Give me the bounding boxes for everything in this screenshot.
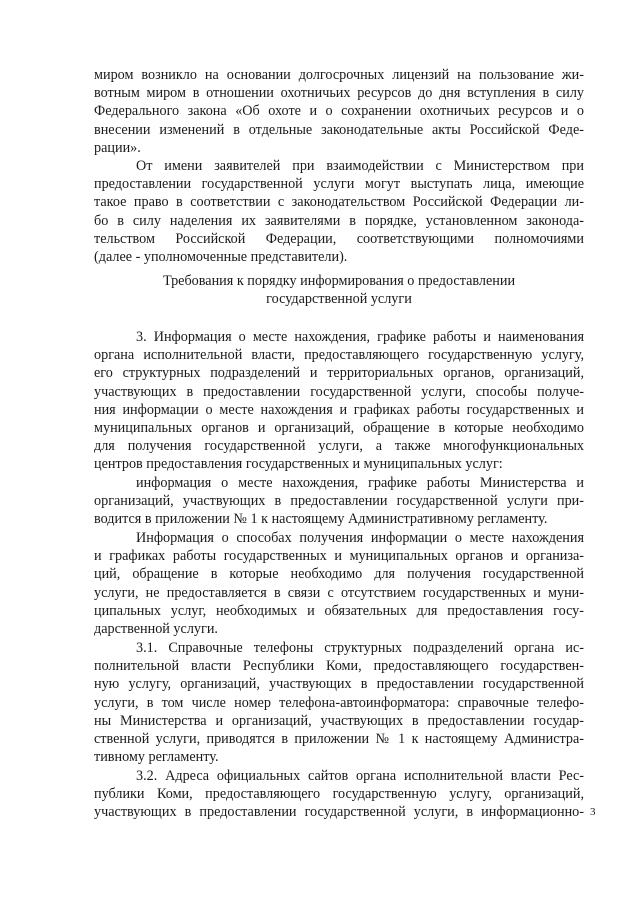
text-line: бо в силу наделения их заявителями в порядке, установленном законода- [94, 212, 584, 229]
text-line: миром возникло на основании долгосрочных лицензий на пользование жи- [94, 67, 584, 83]
text-line: ния информации о месте нахождения и графиках работы государственных и [94, 401, 584, 418]
paragraph-7 [94, 767, 584, 822]
text-line: услуги, в том числе номер телефона-автоинформатора: справочные телефо- [94, 694, 584, 711]
text-line: внесении изменений в отдельные законодательные акты Российской Феде- [94, 121, 584, 138]
text-line: тельством Российской Федерации, соответствующими полномочиями [94, 230, 584, 247]
paragraph-4 [94, 474, 584, 529]
text-line: ций, обращение в которые необходимо для получения государственной [94, 566, 584, 583]
text-line: организаций, участвующих в предоставлении государственной услуги при- [94, 493, 584, 510]
text-line: и графиках работы государственных и муниципальных органов и организа- [94, 548, 584, 565]
text-line: услуги, не предоставляется в связи с отсутствием государственных и муни- [94, 584, 584, 601]
text-line: Федерального закона «Об охоте и о сохранении охотничьих ресурсов и о [94, 103, 584, 120]
text-line: органа исполнительной власти, предоставляющего государственную услугу, [94, 347, 584, 364]
page-number: 3 [590, 806, 596, 818]
text-line: 3. Информация о месте нахождения, графике работы и наименования [136, 329, 584, 345]
text-line: (далее - уполномоченные представители). [94, 248, 348, 265]
text-line: центров предоставления государственных и муниципальных услуг: [94, 456, 503, 473]
text-line: его структурных подразделений и территориальных органов, организаций, [94, 365, 584, 382]
text-line: ную услугу, организаций, участвующих в предоставлении государственной [94, 676, 584, 693]
text-line: От имени заявителей при взаимодействии с Министерством при [136, 158, 584, 174]
paragraph-6 [94, 639, 584, 766]
text-line: ципальных услуг, необходимых и обязательных для предоставления госу- [94, 602, 584, 619]
text-line: такое право в соответствии с законодательством Российской Федерации ли- [94, 194, 584, 211]
text-line: полнительной власти Республики Коми, предоставляющего государствен- [94, 658, 584, 675]
text-line: муниципальных органов и организаций, обращение в которые необходимо [94, 419, 584, 436]
paragraph-2 [94, 157, 584, 266]
text-line: информация о месте нахождения, графике работы Министерства и [136, 475, 584, 491]
text-line: для получения государственной услуги, а также многофункциональных [94, 438, 584, 455]
text-line: дарственной услуги. [94, 620, 218, 637]
text-line: водится в приложении № 1 к настоящему Административному регламенту. [94, 511, 548, 528]
text-line: предоставлении государственной услуги могут выступать лица, имеющие [94, 176, 584, 193]
text-line: ны Министерства и организаций, участвующих в предоставлении государ- [94, 712, 584, 729]
text-line: участвующих в предоставлении государственной услуги, способы получе- [94, 383, 584, 400]
text-line: ственной услуги, приводятся в приложении № 1 к настоящему Администра- [94, 730, 584, 747]
text-line: 3.1. Справочные телефоны структурных подразделений органа ис- [136, 640, 584, 656]
text-line: тивному регламенту. [94, 749, 219, 766]
paragraph-5 [94, 529, 584, 638]
text-line: вотным миром в отношении охотничьих ресурсов до дня вступления в силу [94, 85, 584, 102]
text-line: 3.2. Адреса официальных сайтов органа исполнительной власти Рес- [136, 768, 584, 784]
text-line: публики Коми, предоставляющего государственную услугу, организаций, [94, 786, 584, 803]
text-line: Информация о способах получения информации о месте нахождения [136, 530, 584, 546]
section-heading [94, 272, 584, 308]
paragraph-1 [94, 66, 584, 157]
text-line: участвующих в предоставлении государственной услуги, в информационно- [94, 804, 584, 821]
heading-line: государственной услуги [266, 291, 412, 308]
text-line: рации». [94, 139, 141, 156]
paragraph-3 [94, 328, 584, 474]
heading-line: Требования к порядку информирования о предоставлении [162, 273, 516, 289]
